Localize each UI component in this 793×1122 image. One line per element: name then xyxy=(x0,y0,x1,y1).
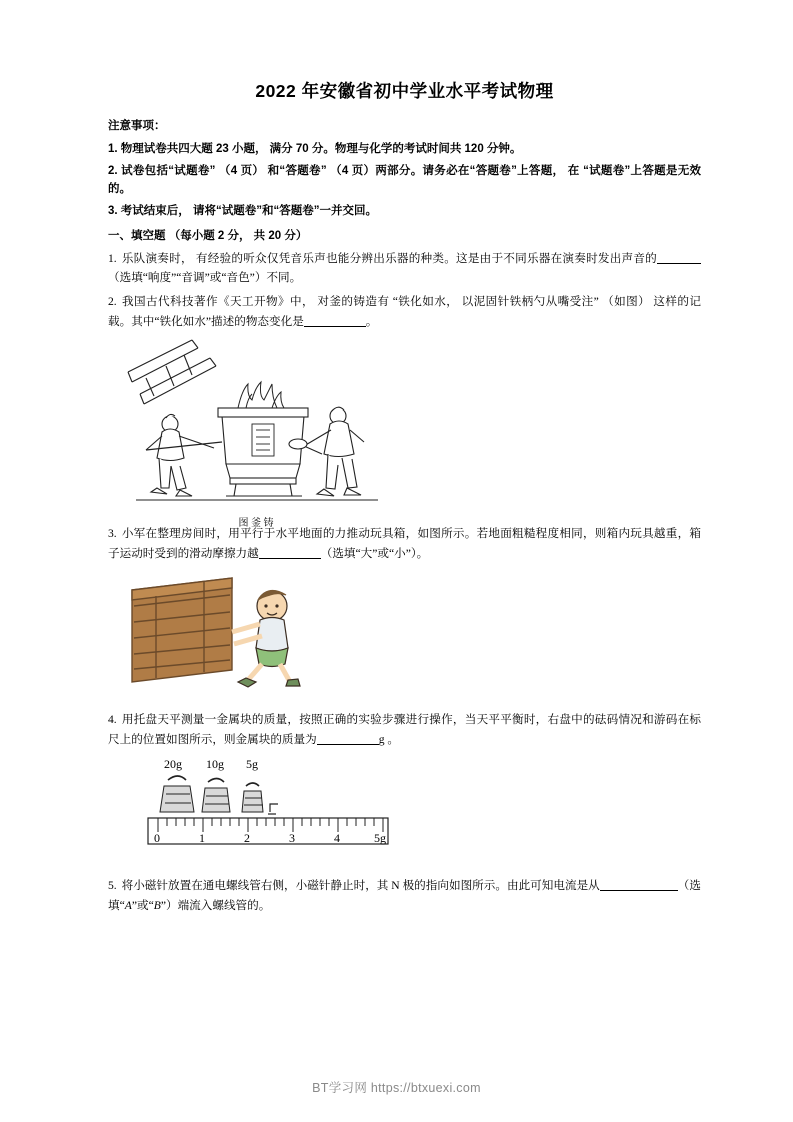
question-5-option-b: B xyxy=(153,898,161,912)
figure-boy-pushing-box-svg xyxy=(126,570,326,696)
question-4 xyxy=(108,710,701,750)
question-4-text-a: 用托盘天平测量一金属块的质量，按照正确的实验步骤进行操作，当天平平衡时，右盘中的砝码情况和游码在标尺上的位置如图所示，则金属块的质量为 xyxy=(108,713,701,747)
question-1-blank xyxy=(657,251,701,263)
section-heading-fill-blanks: 一、填空题 （每小题 2 分， 共 20 分） xyxy=(108,229,308,242)
notice-item-1: 1. 物理试卷共四大题 23 小题， 满分 70 分。物理与化学的考试时间共 120 分钟。 xyxy=(108,143,522,155)
question-3-text-a: 小军在整理房间时，用平行于水平地面的力推动玩具箱，如图所示。若地面粗糙程度相同，则箱内玩具越重，箱子运动时受到的滑动摩擦力越 xyxy=(108,527,701,561)
figure-balance-weights-svg xyxy=(142,756,412,864)
weight-label-5g: 5g xyxy=(246,757,258,771)
weight-label-10g: 10g xyxy=(206,757,224,771)
question-5-text-d: ”）端流入螺线管的。 xyxy=(160,898,271,912)
question-3-text-b: （选填“大”或“小”）。 xyxy=(320,547,429,561)
question-5-blank xyxy=(600,879,678,891)
question-3-blank xyxy=(259,547,321,559)
scale-tick-4: 4 xyxy=(334,831,340,845)
scale-tick-0: 0 xyxy=(154,831,160,845)
question-4-text-b: g 。 xyxy=(378,733,399,747)
question-5 xyxy=(108,876,701,916)
weight-label-20g: 20g xyxy=(164,757,182,771)
question-2-text-a: 我国古代科技著作《天工开物》中， 对釜的铸造有 “铁化如水， 以泥固针铁柄勺从嘴受注” （如图） 这样的记载。其中“铁化如水”描述的物态变化是 xyxy=(108,295,701,329)
question-4-blank xyxy=(317,733,379,745)
question-3 xyxy=(108,524,701,564)
figure-ancient-casting xyxy=(108,338,701,530)
question-2-text-b: 。 xyxy=(365,315,378,329)
question-1-text-b: （选填“响度”“音调”或“音色”）不同。 xyxy=(108,271,302,285)
scale-tick-1: 1 xyxy=(199,831,205,845)
question-3-number: 3. xyxy=(108,527,117,541)
scale-tick-3: 3 xyxy=(289,831,295,845)
question-2 xyxy=(108,292,701,332)
figure-ancient-casting-svg xyxy=(126,338,386,514)
question-1-text-a: 乐队演奏时， 有经验的听众仅凭音乐声也能分辨出乐器的种类。这是由于不同乐器在演奏时发出声音的 xyxy=(121,251,658,265)
notice-item-3: 3. 考试结束后， 请将“试题卷”和“答题卷”一并交回。 xyxy=(108,204,377,217)
question-5-text-c: ”或“ xyxy=(131,898,154,912)
question-5-text-b: （选填“ xyxy=(108,879,701,912)
figure-boy-pushing-box xyxy=(108,570,701,702)
question-2-number: 2. xyxy=(108,295,117,309)
question-5-text-a: 将小磁针放置在通电螺线管右侧，小磁针静止时，其 N 极的指向如图所示。由此可知电流是从 xyxy=(121,879,600,892)
site-watermark: BT学习网 https://btxuexi.com xyxy=(312,1081,481,1095)
question-2-blank xyxy=(304,315,366,327)
question-5-number: 5. xyxy=(108,879,117,892)
question-4-number: 4. xyxy=(108,713,117,727)
question-1-number: 1. xyxy=(108,251,117,265)
figure-balance-weights xyxy=(108,756,701,868)
scale-tick-5: 5g xyxy=(374,831,386,845)
page-title: 2022 年安徽省初中学业水平考试物理 xyxy=(255,81,554,101)
question-5-option-a: A xyxy=(124,898,132,912)
notice-item-2: 2. 试卷包括“试题卷” （4 页） 和“答题卷” （4 页）两部分。请务必在“答题卷”上答题， 在 “试题卷”上答题是无效的。 xyxy=(108,164,701,196)
figure-ancient-casting-caption: 图 釜 铸 xyxy=(238,518,274,530)
notice-heading: 注意事项： xyxy=(108,120,166,132)
question-1 xyxy=(108,249,701,289)
scale-tick-2: 2 xyxy=(244,831,250,845)
